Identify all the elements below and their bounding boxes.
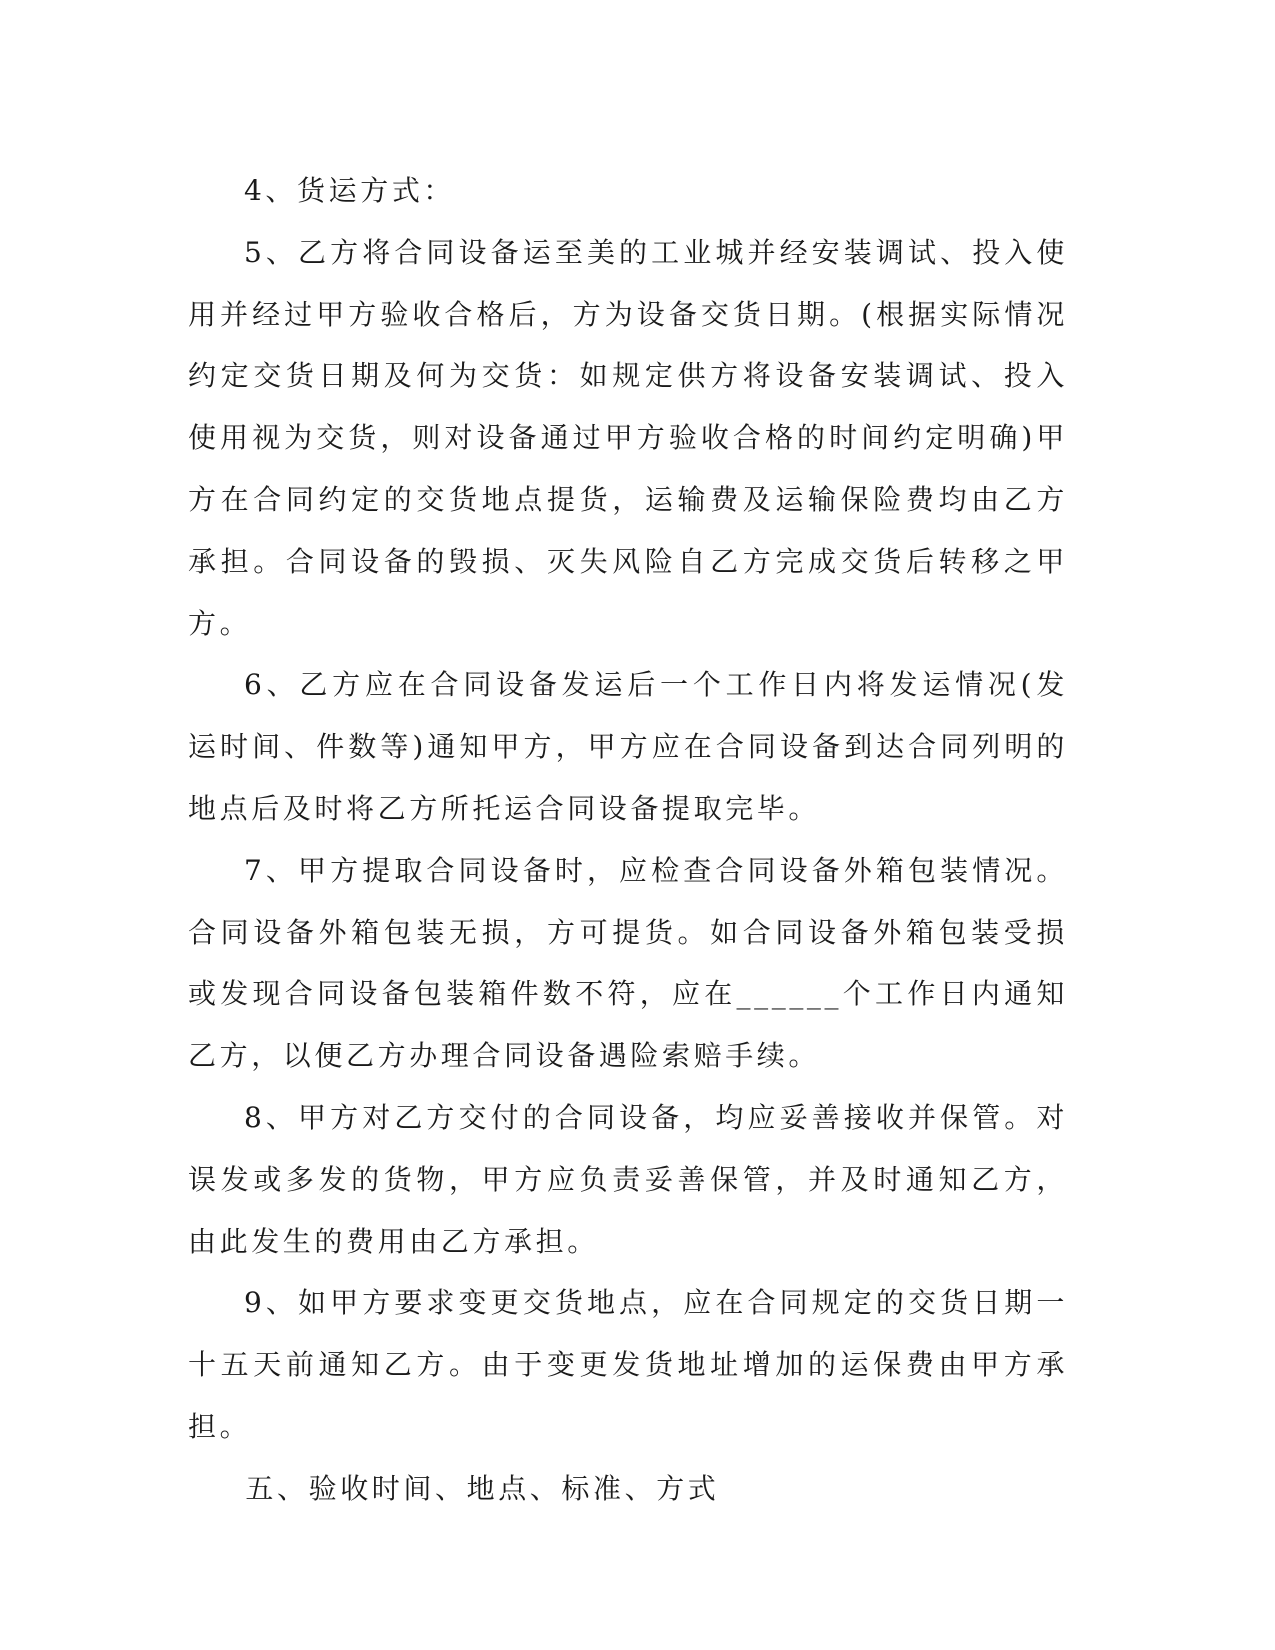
clause-6-shipment-notice: 6、乙方应在合同设备发运后一个工作日内将发运情况(发运时间、件数等)通知甲方，甲方应在合同设备到达合同列明的地点后及时将乙方所托运合同设备提取完毕。 [188, 668, 1068, 825]
clause-4-shipping-method: 4、货运方式： [244, 174, 456, 207]
clause-7-package-inspection: 7、甲方提取合同设备时，应检查合同设备外箱包装情况。合同设备外箱包装无损，方可提货。如合同设备外箱包装受损或发现合同设备包装箱件数不符，应在______个工作日内通知乙方，以便乙方办理合同设备遇险索赔手续。 [188, 853, 1068, 1073]
document-body [188, 160, 1068, 1520]
clause-5-delivery-date: 5、乙方将合同设备运至美的工业城并经安装调试、投入使用并经过甲方验收合格后，方为设备交货日期。(根据实际情况约定交货日期及何为交货：如规定供方将设备安装调试、投入使用视为交货，则对设备通过甲方验收合格的时间约定明确)甲方在合同约定的交货地点提货，运输费及运输保险费均由乙方承担。合同设备的毁损、灭失风险自乙方完成交货后转移之甲方。 [188, 235, 1068, 640]
section-5-heading: 五、验收时间、地点、标准、方式 [245, 1471, 720, 1505]
clause-9-change-delivery-location: 9、如甲方要求变更交货地点，应在合同规定的交货日期一十五天前通知乙方。由于变更发货地址增加的运保费由甲方承担。 [188, 1286, 1068, 1443]
clause-8-receipt-custody: 8、甲方对乙方交付的合同设备，均应妥善接收并保管。对误发或多发的货物，甲方应负责妥善保管，并及时通知乙方，由此发生的费用由乙方承担。 [188, 1100, 1068, 1258]
